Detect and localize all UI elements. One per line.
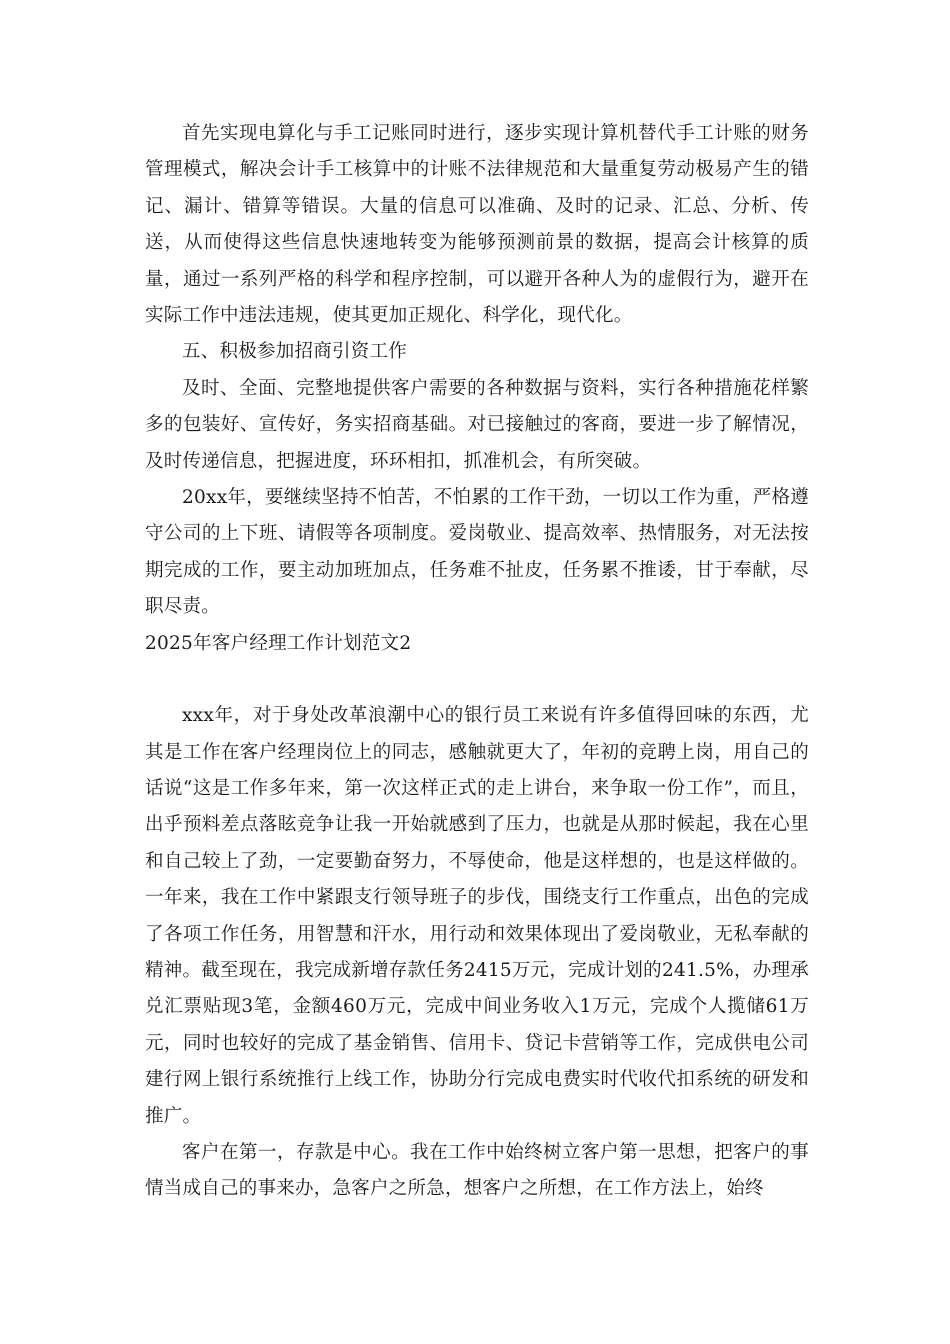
- blank-line: [145, 662, 809, 698]
- document-body: [145, 116, 809, 1208]
- paragraph-annual-review: xxx年，对于身处改革浪潮中心的银行员工来说有许多值得回味的东西，尤其是工作在客户经理岗位上的同志，感触就更大了，年初的竞聘上岗，用自己的话说“这是工作多年来，第一次这样正式的走上讲台，来争取一份工作”，而且，出乎预料差点落眩竞争让我一开始就感到了压力，也就是从那时候起，我在心里和自己较上了劲，一定要勤奋努力，不辱使命，他是这样想的，也是这样做的。一年来，我在工作中紧跟支行领导班子的步伐，围绕支行工作重点，出色的完成了各项工作任务，用智慧和汗水，用行动和效果体现出了爱岗敬业，无私奉献的精神。截至现在，我完成新增存款任务2415万元，完成计划的241.5%，办理承兑汇票贴现3笔，金额460万元，完成中间业务收入1万元，完成个人揽储61万元，同时也较好的完成了基金销售、信用卡、贷记卡营销等工作，完成供电公司建行网上银行系统推行上线工作，协助分行完成电费实时代收代扣系统的研发和推广。: [145, 705, 809, 1127]
- paragraph-work-attitude: 20xx年，要继续坚持不怕苦，不怕累的工作干劲，一切以工作为重，严格遵守公司的上下班、请假等各项制度。爱岗敬业、提高效率、热情服务，对无法按期完成的工作，要主动加班加点，任务难不扯皮，任务累不推诿，甘于奉献，尽职尽责。: [145, 487, 809, 618]
- paragraph-investment: 及时、全面、完整地提供客户需要的各种数据与资料，实行各种措施花样繁多的包装好、宣传好，务实招商基础。对已接触过的客商，要进一步了解情况，及时传递信息，把握进度，环环相扣，抓准机会，有所突破。: [145, 377, 809, 472]
- paragraph-customer-first: 客户在第一，存款是中心。我在工作中始终树立客户第一思想，把客户的事情当成自己的事来办，急客户之所急，想客户之所想，在工作方法上，始终: [145, 1141, 809, 1200]
- paragraph-accounting-computerization: 首先实现电算化与手工记账同时进行，逐步实现计算机替代手工计账的财务管理模式，解决会计手工核算中的计账不法律规范和大量重复劳动极易产生的错记、漏计、错算等错误。大量的信息可以准确、及时的记录、汇总、分析、传送，从而使得这些信息快速地转变为能够预测前景的数据，提高会计核算的质量，通过一系列严格的科学和程序控制，可以避开各种人为的虚假行为，避开在实际工作中违法违规，使其更加正规化、科学化，现代化。: [145, 123, 809, 327]
- document-title-2: 2025年客户经理工作计划范文2: [145, 632, 412, 654]
- section-heading-investment: 五、积极参加招商引资工作: [182, 341, 408, 363]
